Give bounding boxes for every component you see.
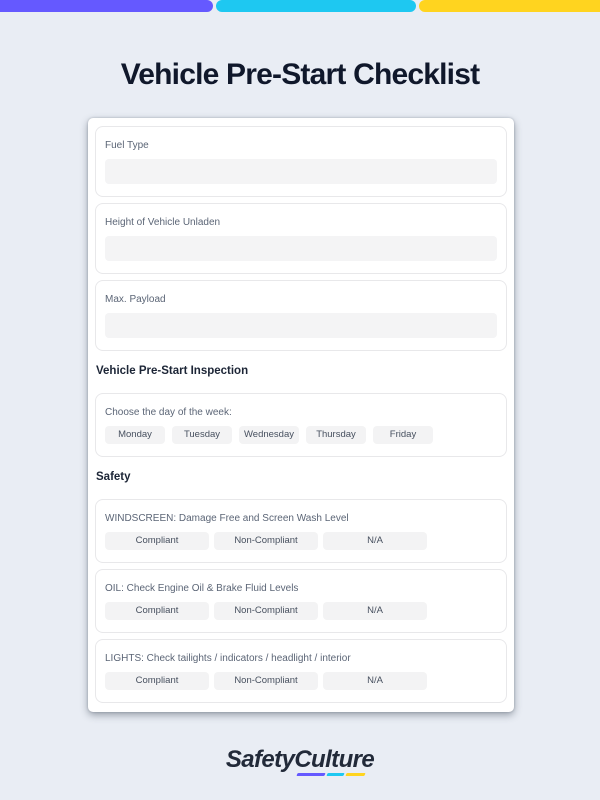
- field-label: Choose the day of the week:: [105, 407, 232, 418]
- compliance-options-row: [105, 672, 497, 690]
- fuel-type-input[interactable]: [105, 159, 497, 184]
- compliance-options-row: [105, 602, 497, 620]
- underline-purple: [296, 773, 325, 776]
- question-height-unladen: [95, 203, 507, 274]
- question-day-of-week: [95, 393, 507, 457]
- accent-segment-cyan: [216, 0, 416, 12]
- day-option-tuesday[interactable]: Tuesday: [172, 426, 232, 444]
- question-fuel-type: [95, 126, 507, 197]
- lights-option-compliant[interactable]: Compliant: [105, 672, 209, 690]
- footer: [0, 746, 600, 774]
- lights-option-non-compliant[interactable]: Non-Compliant: [214, 672, 318, 690]
- lights-option-na[interactable]: N/A: [323, 672, 427, 690]
- brand-accent-bar: [0, 0, 600, 12]
- day-options-row: [105, 426, 497, 444]
- windscreen-option-compliant[interactable]: Compliant: [105, 532, 209, 550]
- day-option-monday[interactable]: Monday: [105, 426, 165, 444]
- day-option-wednesday[interactable]: Wednesday: [239, 426, 299, 444]
- field-label: Fuel Type: [105, 140, 149, 151]
- oil-option-non-compliant[interactable]: Non-Compliant: [214, 602, 318, 620]
- question-oil: [95, 569, 507, 633]
- day-option-thursday[interactable]: Thursday: [306, 426, 366, 444]
- max-payload-input[interactable]: [105, 313, 497, 338]
- logo-gradient-underline: [296, 773, 365, 776]
- checklist-card: [88, 118, 514, 712]
- logo-text-safety: Safety: [225, 746, 295, 773]
- question-windscreen: [95, 499, 507, 563]
- windscreen-option-na[interactable]: N/A: [323, 532, 427, 550]
- question-lights: [95, 639, 507, 703]
- field-label: WINDSCREEN: Damage Free and Screen Wash Level: [105, 513, 349, 524]
- field-label: LIGHTS: Check tailights / indicators / headlight / interior: [105, 653, 351, 664]
- accent-segment-yellow: [419, 0, 600, 12]
- accent-segment-purple: [0, 0, 213, 12]
- field-label: Height of Vehicle Unladen: [105, 217, 221, 228]
- section-header-safety: Safety: [96, 471, 131, 483]
- question-max-payload: [95, 280, 507, 351]
- page-title: Vehicle Pre-Start Checklist: [120, 58, 480, 91]
- field-label: Max. Payload: [105, 294, 166, 305]
- windscreen-option-non-compliant[interactable]: Non-Compliant: [214, 532, 318, 550]
- height-unladen-input[interactable]: [105, 236, 497, 261]
- day-option-friday[interactable]: Friday: [373, 426, 433, 444]
- underline-cyan: [326, 773, 344, 776]
- safetyculture-logo: [226, 746, 374, 774]
- oil-option-na[interactable]: N/A: [323, 602, 427, 620]
- logo-text-culture: Culture: [294, 746, 375, 773]
- section-header-inspection: Vehicle Pre-Start Inspection: [96, 365, 249, 377]
- oil-option-compliant[interactable]: Compliant: [105, 602, 209, 620]
- underline-yellow: [345, 773, 365, 776]
- compliance-options-row: [105, 532, 497, 550]
- field-label: OIL: Check Engine Oil & Brake Fluid Levels: [105, 583, 299, 594]
